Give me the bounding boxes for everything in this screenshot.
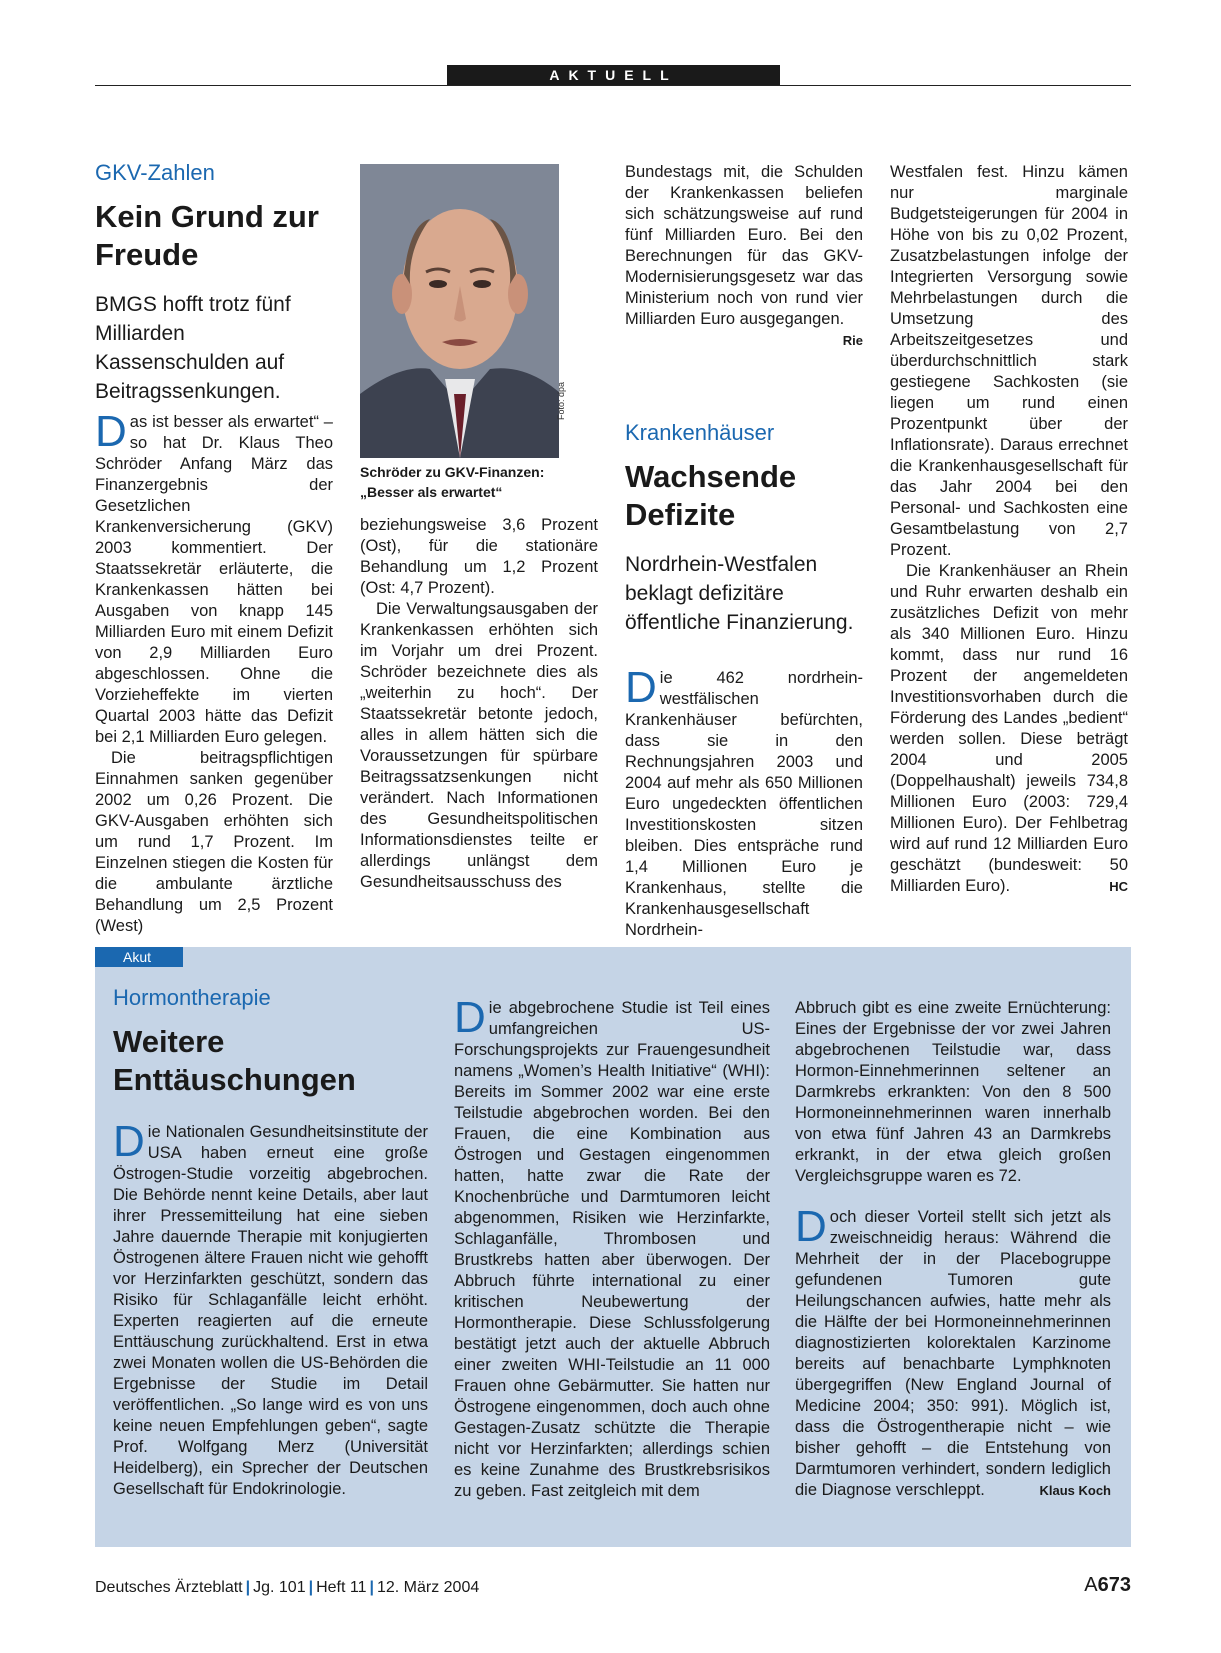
box-col1 <box>113 1117 428 1500</box>
drop-cap: D <box>625 663 657 712</box>
paragraph: ie 462 nordrhein-westfälischen Krankenhäuser befürchten, dass sie in den Rechnungsjahren 2003 und 2004 auf mehr als 650 Millionen Euro ungedeckten öffentlichen Investitionskosten sitzen bleiben. Dies entspräche rund 1,4 Millionen Euro je Krankenhaus, stellte die Krankenhausgesellschaft Nordrhein- <box>625 669 863 939</box>
article-gkv-col3 <box>625 162 863 351</box>
drop-cap: D <box>95 407 127 456</box>
page-prefix: A <box>1084 1574 1098 1596</box>
kicker-gkv: GKV-Zahlen <box>95 160 215 185</box>
paragraph: Westfalen fest. Hinzu kämen nur marginale Budgetsteigerungen für 2004 in Höhe von bis zu 0,02 Prozent, Zusatzbelastungen infolge der Integrierten Versorgung sowie Mehrbelastungen durch die Umsetzung des Arbeitszeitgesetzes und überdurchschnittlich stark gestiegene Sachkosten (sie liegen um rund einen Prozentpunkt über der Inflationsrate). Daraus errechnet die Krankenhausgesellschaft für das Jahr 2004 bei den Personal- und Sachkosten eine Gesamtbelastung von 2,7 Prozent. <box>890 163 1128 559</box>
issue: Heft 11 <box>316 1579 367 1596</box>
article-gkv-heading <box>95 160 335 406</box>
article-gkv-col2 <box>360 515 598 893</box>
headline-krankenhaus: Wachsende Defizite <box>625 459 797 532</box>
box-tag: Akut <box>95 947 183 967</box>
paragraph: Die Krankenhäuser an Rhein und Ruhr erwarten deshalb ein zusätzliches Defizit von mehr als 340 Millionen Euro. Hinzu kommt, dass nur rund 16 Prozent der angemeldeten Investitionsvorhaben durch die Förderung des Landes „bedient“ werden sollen. Diese beträgt 2004 und 2005 (Doppelhaushalt) jeweils 734,8 Millionen Euro (2003: 729,4 Millionen Euro). Der Fehlbetrag wird auf rund 12 Milliarden Euro geschätzt (bundesweit: 50 Milliarden Euro). <box>890 562 1128 895</box>
paragraph: Die beitragspflichtigen Einnahmen sanken gegenüber 2002 um 0,26 Prozent. Die GKV-Ausgaben erhöhten sich um rund 1,7 Prozent. Im Einzelnen stiegen die Kosten für die ambulante ärztliche Behandlung um 2,5 Prozent (West) <box>95 749 333 935</box>
portrait-image <box>360 164 559 458</box>
paragraph: ie Nationalen Gesundheitsinstitute der USA haben erneut eine große Östrogen-Studie vorzeitig abgebrochen. Die Behörde nennt keine Details, aber laut ihrer Pressemitteilung hat eine sieben Jahre dauernde Therapie mit konjugierten Östrogenen ältere Frauen nicht wie gehofft vor Herzinfarkten geschützt, sondern das Risiko für Schlaganfälle leicht erhöht. Experten reagierten auf die erneute Enttäuschung zurückhaltend. Erst in etwa zwei Monaten wollen die US-Behörden die Ergebnisse der Studie im Detail veröffentlichen. „So lange wird es von uns keine neuen Empfehlungen geben“, sagte Prof. Wolfgang Merz (Universität Heidelberg), ein Sprecher der Deutschen Gesellschaft für Endokrinologie. <box>113 1123 428 1498</box>
paragraph: beziehungsweise 3,6 Prozent (Ost), für die stationäre Behandlung um 1,2 Prozent (Ost: 4,7 Prozent). <box>360 516 598 597</box>
footer-citation: Deutsches Ärzteblatt | Jg. 101 | Heft 11 | 12. März 2004 <box>95 1579 480 1596</box>
author-signature: Rie <box>842 333 863 348</box>
drop-cap: D <box>795 1202 827 1251</box>
photo-caption: Schröder zu GKV-Finanzen: „Besser als erwartet“ <box>360 464 545 500</box>
issue-date: 12. März 2004 <box>376 1579 480 1596</box>
box-heading <box>113 985 433 1099</box>
standfirst-krankenhaus: Nordrhein-Westfalen beklagt defizitäre öffentliche Finanzierung. <box>625 553 854 634</box>
paragraph: Bundestags mit, die Schulden der Krankenkassen beliefen sich schätzungsweise auf rund fünf Milliarden Euro. Bei den Berechnungen für das GKV-Modernisierungsgesetz war das Ministerium noch von rund vier Milliarden Euro ausgegangen. <box>625 163 863 328</box>
page-number-value: 673 <box>1097 1574 1131 1596</box>
header-rule <box>95 85 1131 86</box>
standfirst-gkv: BMGS hofft trotz fünf Milliarden Kassenschulden auf Beitragssenkungen. <box>95 293 291 403</box>
article-krankenhaus-col1 <box>625 663 863 941</box>
paragraph: Abbruch gibt es eine zweite Ernüchterung: Eines der Ergebnisse der vor zwei Jahren abgebrochenen Teilstudie war, dass Hormon-Einnehmerinnen seltener an Darmkrebs erkrankten: Von den 8 500 Hormoneinnehmerinnen waren innerhalb von etwa fünf Jahren 43 an Darmkrebs erkrankt, in der etwa gleich großen Vergleichsgruppe waren es 72. <box>795 999 1111 1185</box>
drop-cap: D <box>454 993 486 1042</box>
headline-hormontherapie: Weitere Enttäuschungen <box>113 1024 356 1097</box>
box-col3 <box>795 998 1111 1501</box>
paragraph: Die Verwaltungsausgaben der Krankenkassen erhöhten sich im Vorjahr um drei Prozent. Schröder bezeichnete dies als „weiterhin zu hoch“. Der Staatssekretär betonte jedoch, alles in allem hätten sich die Voraussetzungen für spürbare Beitragssatzsenkungen nicht verändert. Nach Informationen des Gesundheitspolitischen Informationsdienstes teilte er allerdings unlängst dem Gesundheitsausschuss des <box>360 600 598 891</box>
kicker-hormontherapie: Hormontherapie <box>113 985 271 1010</box>
drop-cap: D <box>113 1117 145 1166</box>
journal-name: Deutsches Ärzteblatt <box>95 1579 243 1596</box>
author-signature: Klaus Koch <box>1039 1483 1111 1498</box>
paragraph: ie abgebrochene Studie ist Teil eines umfangreichen US-Forschungsprojekts zur Frauengesundheit namens „Women’s Health Initiative“ (WHI): Bereits im Sommer 2002 war eine erste Teilstudie abgebrochen worden. Bei den Frauen, die eine Kombination aus Östrogen und Gestagen eingenommen hatten, hatte zwar die Rate der Knochenbrüche und Darmtumoren leicht abgenommen, Risiken wie Herzinfarkte, Schlaganfälle, Thrombosen und Brustkrebs hatten aber überwogen. Der Abbruch führte international zu einer kritischen Neubewertung der Hormontherapie. Diese Schlussfolgerung bestätigt jetzt auch der aktuelle Abbruch einer zweiten WHI-Teilstudie an 11 000 Frauen ohne Gebärmutter. Sie hatten nur Östrogene eingenommen, doch auch ohne Gestagen-Zusatz schützte die Therapie nicht vor Herzinfarkten; allerdings schien es keine Zunahme des Brustkrebsrisikos zu geben. Fast zeitgleich mit dem <box>454 999 770 1500</box>
photo-credit: Foto: dpa <box>556 381 566 420</box>
article-krankenhaus-heading <box>625 420 863 637</box>
volume: Jg. 101 <box>253 1579 306 1596</box>
article-krankenhaus-col2 <box>890 162 1128 897</box>
article-gkv-col1 <box>95 407 333 937</box>
photo-schroeder <box>360 164 559 458</box>
kicker-krankenhaus: Krankenhäuser <box>625 420 775 445</box>
headline-gkv: Kein Grund zur Freude <box>95 199 319 272</box>
author-signature: HC <box>1109 879 1128 894</box>
paragraph: och dieser Vorteil stellt sich jetzt als zweischneidig heraus: Während die Mehrheit der in der Placebogruppe gefundenen Tumoren gute Heilungschancen aufwies, hatte mehr als die Hälfte der bei Hormoneinnehmerinnen diagnostizierten kolorektalen Karzinome bereits auf benachbarte Lymphknoten übergegriffen (New England Journal of Medicine 2004; 350: 991). Möglich ist, dass die Östrogentherapie nicht – wie bisher gehofft – die Entstehung von Darmtumoren verhindert, sondern lediglich die Diagnose verschleppt. <box>795 1208 1111 1499</box>
paragraph: as ist besser als erwartet“ – so hat Dr. Klaus Theo Schröder Anfang März das Finanzergebnis der Gesetzlichen Krankenversicherung (GKV) 2003 kommentiert. Der Staatssekretär erläuterte, die Krankenkassen hätten bei Ausgaben von knapp 145 Milliarden Euro mit einem Defizit von 2,9 Milliarden Euro abgeschlossen. Ohne die Vorzieheffekte im vierten Quartal 2003 hätte das Defizit bei 2,1 Milliarden Euro gelegen. <box>95 413 333 746</box>
section-label: AKTUELL <box>447 65 780 85</box>
box-col2 <box>454 993 770 1502</box>
page-number <box>1084 1574 1131 1597</box>
